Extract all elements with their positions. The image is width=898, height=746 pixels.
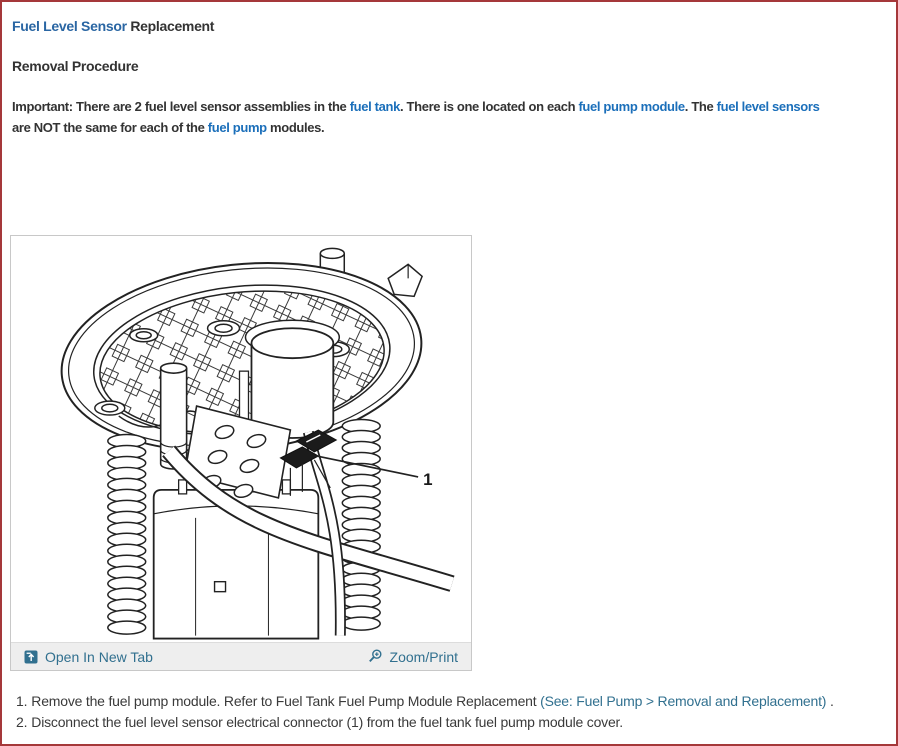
link-fuel-pump[interactable]: fuel pump: [207, 120, 267, 135]
left-spring-strut: [108, 435, 146, 635]
zoom-print-link[interactable]: [368, 649, 458, 665]
step-2-number: 2.: [16, 713, 28, 730]
figure-image: [11, 236, 471, 642]
important-note: Important: There are 2 fuel level sensor assemblies in the fuel tank. There is one located on each fuel pump module. The fuel level sensors are NOT the same for each of the fuel pump modules.: [12, 99, 820, 135]
step-1: [16, 691, 896, 712]
step-1-text: Remove the fuel pump module. Refer to Fuel Tank Fuel Pump Module Replacement: [31, 693, 541, 709]
callout-1-label: 1: [423, 469, 433, 489]
step-2: [16, 712, 896, 733]
step-1-tail: .: [826, 693, 834, 709]
zoom-print-label: Zoom/Print: [389, 648, 458, 665]
section-heading: Removal Procedure: [12, 58, 139, 74]
link-fuel-level-sensors[interactable]: fuel level sensors: [716, 99, 820, 114]
title-rest: Replacement: [130, 18, 215, 34]
zoom-in-icon: [368, 649, 383, 664]
figure-frame: [10, 235, 472, 671]
fuel-pump-module-diagram: [11, 236, 471, 642]
note-text: Important: There are 2 fuel level sensor assemblies in the: [12, 99, 350, 114]
step-1-number: 1.: [16, 693, 28, 709]
procedure-steps: [16, 691, 896, 732]
page-title: [2, 2, 896, 34]
link-fuel-tank[interactable]: fuel tank: [349, 99, 401, 114]
step-1-reference-link[interactable]: (See: Fuel Pump > Removal and Replacement): [540, 693, 827, 709]
open-in-new-tab-icon: [24, 650, 38, 664]
step-2-text: Disconnect the fuel level sensor electrical connector (1) from the fuel tank fuel pump module cover.: [31, 713, 623, 730]
content: [2, 2, 896, 732]
link-fuel-pump-module[interactable]: fuel pump module: [578, 99, 685, 114]
open-in-new-tab-link[interactable]: [24, 649, 153, 665]
figure-toolbar: [11, 642, 471, 670]
title-link-fuel-level-sensor[interactable]: Fuel Level Sensor: [12, 18, 127, 34]
open-in-new-tab-label: Open In New Tab: [45, 648, 153, 665]
right-spring-strut: [342, 420, 380, 631]
